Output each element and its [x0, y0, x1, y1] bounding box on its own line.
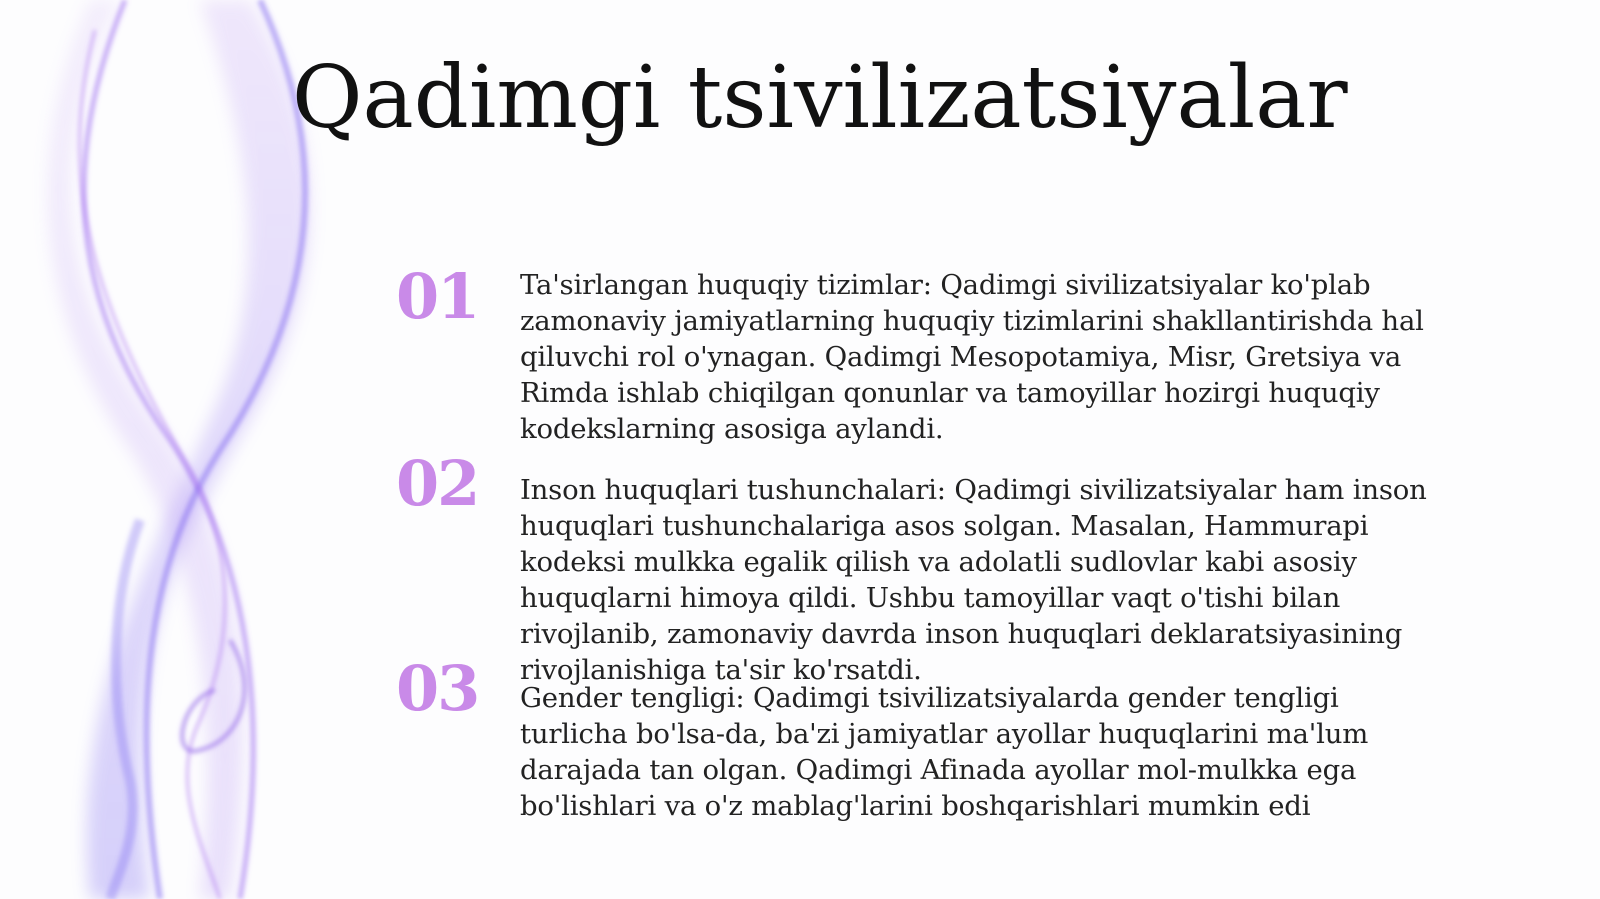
item-number-03: 03: [396, 652, 479, 725]
page-title: Qadimgi tsivilizatsiyalar: [292, 48, 1348, 148]
item-text-03: Gender tengligi: Qadimgi tsivilizatsiyalarda gender tengligi turlicha bo'lsa-da, ba'zi jamiyatlar ayollar huquqlarini ma'lum darajada tan olgan. Qadimgi Afinada ayollar mol-mulkka ega bo'lishlari va o'z mablag'larini boshqarishlari mumkin edi: [520, 682, 1369, 822]
item-text-01: Ta'sirlangan huquqiy tizimlar: Qadimgi sivilizatsiyalar ko'plab zamonaviy jamiyatlarning huquqiy tizimlarini shakllantirishda hal qiluvchi rol o'ynagan. Qadimgi Mesopotamiya, Misr, Gretsiya va Rimda ishlab chiqilgan qonunlar va tamoyillar hozirgi huquqiy kodekslarning asosiga aylandi.: [520, 269, 1424, 445]
item-text-02: Inson huquqlari tushunchalari: Qadimgi sivilizatsiyalar ham inson huquqlari tushunchalariga asos solgan. Masalan, Hammurapi kodeksi mulkka egalik qilish va adolatli sudlovlar kabi asosiy huquqlarni himoya qildi. Ushbu tamoyillar vaqt o'tishi bilan rivojlanib, zamonaviy davrda inson huquqlari deklaratsiyasining rivojlanishiga ta'sir ko'rsatdi.: [520, 474, 1427, 686]
item-number-01: 01: [396, 260, 479, 333]
item-number-02: 02: [396, 447, 479, 520]
